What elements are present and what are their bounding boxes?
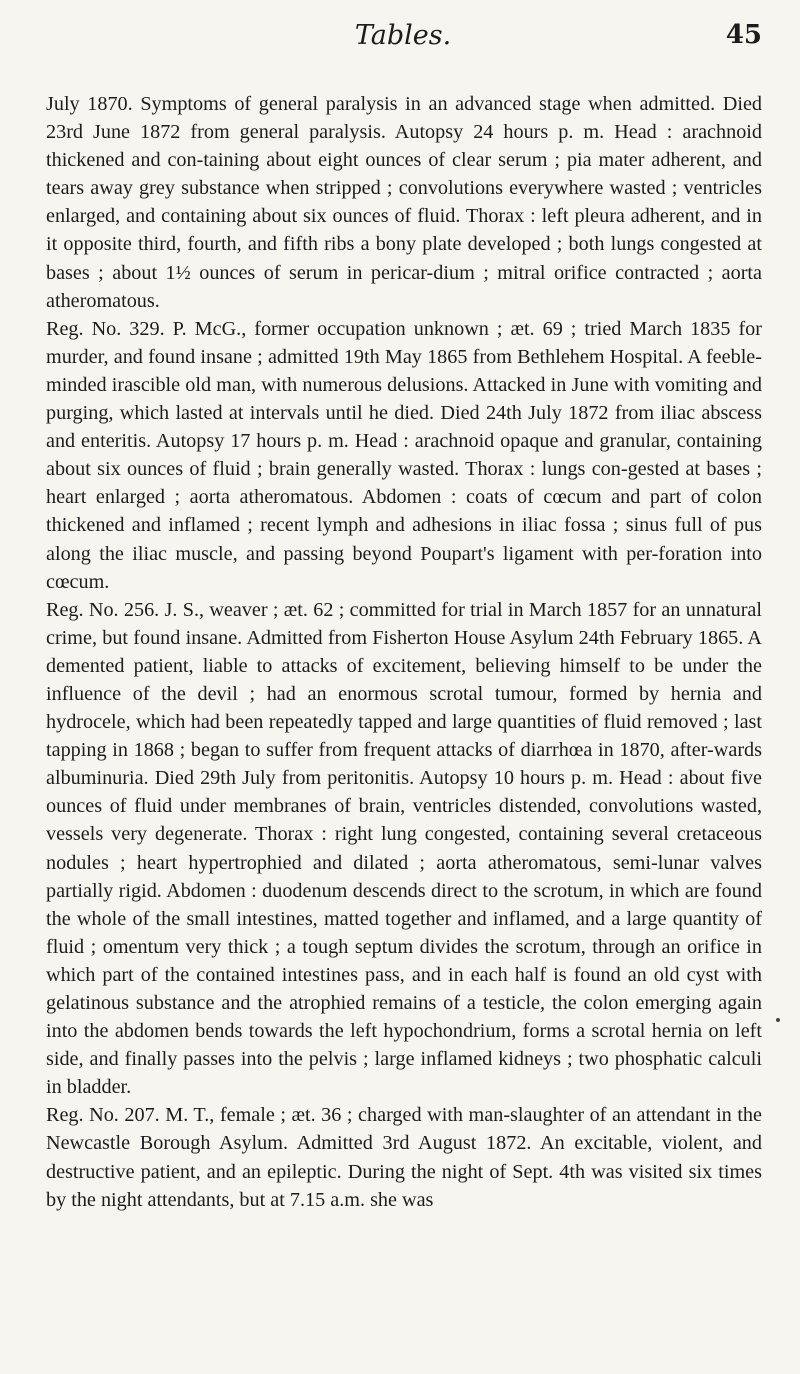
case-paragraph-reg-256: Reg. No. 256. J. S., weaver ; æt. 62 ; committed for trial in March 1857 for an unnatural crime, but found insane. Admitted from Fisherton House Asylum 24th February 1865. A demented patient, liable to attacks of excitement, believing himself to be under the influence of the devil ; had an enormous scrotal tumour, formed by hernia and hydrocele, which had been repeatedly tapped and large quantities of fluid removed ; last tapping in 1868 ; began to suffer from frequent attacks of diarrhœa in 1870, after-wards albuminuria. Died 29th July from peritonitis. Autopsy 10 hours p. m. Head : about five ounces of fluid under membranes of brain, ventricles distended, convolutions wasted, vessels very degenerate. Thorax : right lung congested, containing several cretaceous nodules ; heart hypertrophied and dilated ; aorta atheromatous, semi-lunar valves partially rigid. Abdomen : duodenum descends direct to the scrotum, in which are found the whole of the small intestines, matted together and inflamed, and a large quantity of fluid ; omentum very thick ; a tough septum divides the scrotum, through an orifice in which part of the contained intestines pass, and in each half is found an old cyst with gelatinous substance and the atrophied remains of a testicle, the colon emerging again into the abdomen bends towards the left hypochondrium, forms a scrotal hernia on left side, and finally passes into the pelvis ; large inflamed kidneys ; two phosphatic calculi in bladder.: [46, 598, 762, 1099]
case-paragraph-reg-207: Reg. No. 207. M. T., female ; æt. 36 ; charged with man-slaughter of an attendant in the Newcastle Borough Asylum. Admitted 3rd August 1872. An excitable, violent, and destructive patient, and an epileptic. During the night of Sept. 4th was visited six times by the night attendants, but at 7.15 a.m. she was: [46, 1104, 762, 1211]
running-title: Tables.: [354, 20, 452, 51]
case-paragraph-continued: July 1870. Symptoms of general paralysis in an advanced stage when admitted. Died 23rd June 1872 from general paralysis. Autopsy 24 hours p. m. Head : arachnoid thickened and con-taining about eight ounces of clear serum ; pia mater adherent, and tears away grey substance when stripped ; convolutions everywhere wasted ; ventricles enlarged, and containing about six ounces of fluid. Thorax : left pleura adherent, and in it opposite third, fourth, and fifth ribs a bony plate developed ; both lungs congested at bases ; about 1½ ounces of serum in pericar-dium ; mitral orifice contracted ; aorta atheromatous.: [46, 93, 762, 312]
page-header: [44, 20, 762, 60]
case-paragraph-reg-329: Reg. No. 329. P. McG., former occupation unknown ; æt. 69 ; tried March 1835 for murder, and found insane ; admitted 19th May 1865 from Bethlehem Hospital. A feeble-minded irascible old man, with numerous delusions. Attacked in June with vomiting and purging, which lasted at intervals until he died. Died 24th July 1872 from iliac abscess and enteritis. Autopsy 17 hours p. m. Head : arachnoid opaque and granular, containing about six ounces of fluid ; brain generally wasted. Thorax : lungs con-gested at bases ; heart enlarged ; aorta atheromatous. Abdomen : coats of cœcum and part of colon thickened and inflamed ; recent lymph and adhesions in iliac fossa ; sinus full of pus along the iliac muscle, and passing beyond Poupart's ligament with per-foration into cœcum.: [46, 317, 762, 593]
body-text: [46, 90, 762, 1214]
page-number: 45: [725, 20, 762, 50]
ink-speck: [776, 1018, 780, 1022]
